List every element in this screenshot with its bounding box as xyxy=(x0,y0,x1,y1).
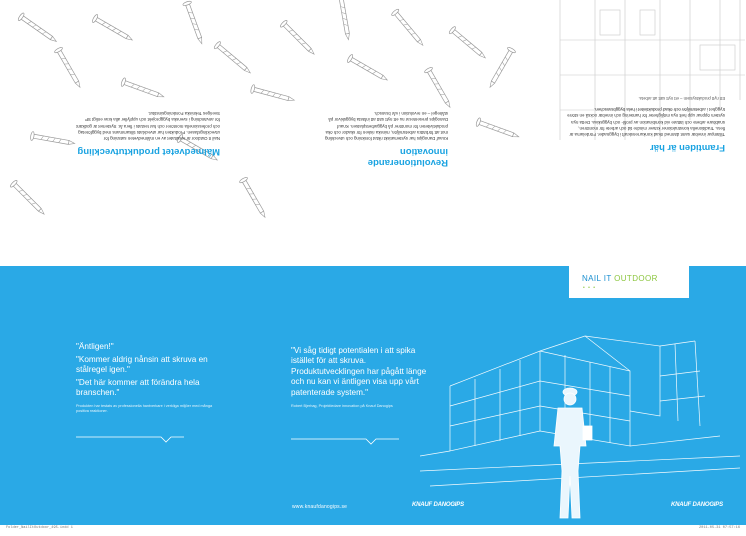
worker-silhouette xyxy=(554,388,592,518)
slug-filename: Folder_NailItOutdoor_495.indd 1 xyxy=(6,526,73,530)
column-title: Målmedvetet produktutveckling xyxy=(77,146,220,158)
knauf-logo-right: KNAUF DANOGIPS xyxy=(671,502,723,508)
quote-1: "Äntligen!" xyxy=(76,342,114,351)
top-panel xyxy=(0,0,746,266)
quote-attribution: Robert Bjerhag, Projektledare innovation på Knauf Danogips xyxy=(291,404,393,409)
column-body: Nail It Outdoor är resultatet av en målmedveten satsning för utvecklingsfasen. Produkten har utvecklats tillsammans med byggföretag och professionella montörer och har testats i flera år. Systemet är godkänt för användning i svenska byggprojekt och uppfyller alla krav enligt SP Sveriges Tekniska Forskningsinstitut. xyxy=(76,111,220,142)
print-slug-area xyxy=(0,525,746,536)
slug-timestamp: 2011-05-31 07:57:16 xyxy=(699,526,740,530)
column-innovation xyxy=(318,110,448,168)
logo-part-2: OUTDOOR xyxy=(614,274,658,283)
knauf-logo: KNAUF DANOGIPS xyxy=(412,502,464,508)
customer-quotes xyxy=(76,342,226,414)
quotes-caption: Produkten har testats av professionella hantverkare i verkliga miljöer med många positiva reaktioner. xyxy=(76,404,213,413)
nail-it-outdoor-logo xyxy=(569,266,689,298)
building-illustration xyxy=(420,296,740,521)
column-body: Knauf Danogips har systematiskt riktat forskning och utveckling mot att förbättra arbetsmiljön, minska risken för skador och öka produktiviteten för montörer på byggarbetsplatsen. Knauf Danogips presenterar nu ett nytt sätt att infästa byggskivor på stålregel – en revolution i vår bransch. xyxy=(325,111,448,142)
column-development xyxy=(70,110,220,157)
column-future xyxy=(565,95,725,153)
logo-dots: • • • xyxy=(583,285,597,291)
column-title: Framtiden är här xyxy=(650,142,725,154)
bottom-panel xyxy=(0,266,746,525)
quote-2: "Kommer aldrig nånsin att skruva en stålregel igen." xyxy=(76,355,208,374)
quote-3: "Det här kommer att förändra hela branschen." xyxy=(76,378,200,397)
column-body: Tillämpar innebär samt därmed ökad konkurrenskraft i byggnader. Fördelarna är flera. Traditionella konstruktioner kräver mindre tid och arbete för montören, snabbare arbete och lättare vid kombination av profil- och byggskiva. Detta nya system öppnar upp helt nya möjligheter för hantering och innebär också en större trygghet i arbetsmiljön och ökad produktivitet i hela byggbranschen. xyxy=(567,107,725,138)
project-quote xyxy=(291,346,431,409)
speech-bubble-icon xyxy=(291,433,401,445)
column-footer: Ett nytt produktsystem – ett nytt sätt att arbeta. xyxy=(638,96,725,101)
website-link[interactable]: www.knaufdanogips.se xyxy=(292,504,348,510)
speech-bubble-icon xyxy=(76,431,186,443)
quote-text: "Vi såg tidigt potentialen i att spika istället för att skruva. Produktutvecklingen har pågått länge och nu kan vi äntligen visa upp vårt patenterade system." xyxy=(291,346,427,397)
logo-part-1: NAIL IT xyxy=(582,274,612,283)
column-title: Revolutionerande innovation xyxy=(367,146,448,169)
logo-text xyxy=(582,274,658,283)
